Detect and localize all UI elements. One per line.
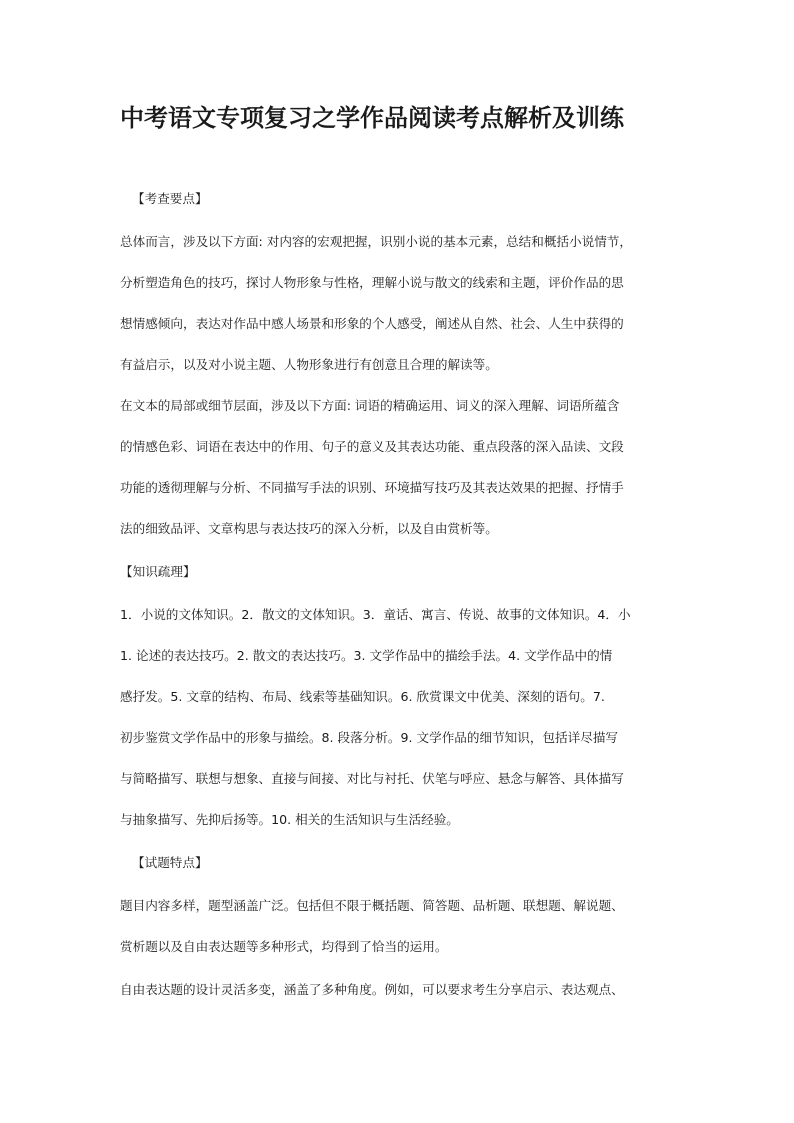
- paragraph-line: 与简略描写、联想与想象、直接与间接、对比与衬托、伏笔与呼应、悬念与解答、具体描写: [120, 771, 624, 786]
- section-heading-zhishi: 【知识疏理】: [120, 564, 196, 579]
- paragraph-line: 有益启示，以及对小说主题、人物形象进行有创意且合理的解读等。: [120, 357, 498, 372]
- paragraph-line: 的情感色彩、词语在表达中的作用、句子的意义及其表达功能、重点段落的深入品读、文段: [120, 439, 624, 454]
- paragraph-line: 初步鉴赏文学作品中的形象与描绘。8. 段落分析。9. 文学作品的细节知识，包括详尽描写: [120, 730, 619, 745]
- paragraph-line: 赏析题以及自由表达题等多种形式，均得到了恰当的运用。: [120, 939, 448, 954]
- paragraph-line: 感抒发。5. 文章的结构、布局、线索等基础知识。6. 欣赏课文中优美、深刻的语句。7.: [120, 689, 605, 704]
- paragraph-line: 想情感倾向，表达对作品中感人场景和形象的个人感受，阐述从自然、社会、人生中获得的: [120, 316, 624, 331]
- paragraph-line: 分析塑造角色的技巧，探讨人物形象与性格，理解小说与散文的线索和主题，评价作品的思: [120, 275, 624, 290]
- paragraph-line: 自由表达题的设计灵活多变，涵盖了多种角度。例如，可以要求考生分享启示、表达观点、: [120, 982, 624, 997]
- paragraph-line: 功能的透彻理解与分析、不同描写手法的识别、环境描写技巧及其表达效果的把握、抒情手: [120, 480, 624, 495]
- paragraph-line: 在文本的局部或细节层面，涉及以下方面: 词语的精确运用、词义的深入理解、词语所蕴含: [120, 398, 620, 413]
- paragraph-line: 题目内容多样，题型涵盖广泛。包括但不限于概括题、简答题、品析题、联想题、解说题、: [120, 898, 624, 913]
- section-heading-kaocha: 【考查要点】: [132, 191, 208, 206]
- paragraph-line: 1. 论述的表达技巧。2. 散文的表达技巧。3. 文学作品中的描绘手法。4. 文学作品中的情: [120, 648, 613, 663]
- section-heading-shiti: 【试题特点】: [132, 855, 208, 870]
- document-title: 中考语文专项复习之学作品阅读考点解析及训练: [120, 103, 624, 132]
- paragraph-line: 与抽象描写、先抑后扬等。10. 相关的生活知识与生活经验。: [120, 812, 459, 827]
- paragraph-line: 1．小说的文体知识。2．散文的文体知识。3．童话、寓言、传说、故事的文体知识。4．小: [120, 607, 631, 622]
- paragraph-line: 总体而言，涉及以下方面: 对内容的宏观把握，识别小说的基本元素，总结和概括小说情节，: [120, 234, 632, 249]
- paragraph-line: 法的细致品评、文章构思与表达技巧的深入分析，以及自由赏析等。: [120, 521, 498, 536]
